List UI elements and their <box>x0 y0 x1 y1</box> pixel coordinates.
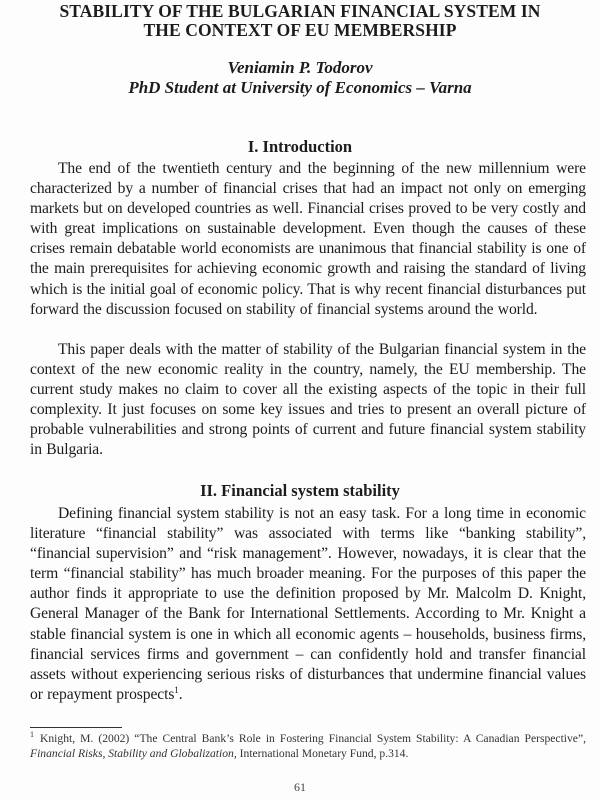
paper-title-line-2: THE CONTEXT OF EU MEMBERSHIP <box>143 20 457 40</box>
page-number: 61 <box>294 780 306 794</box>
section-heading-financial-system-stability: II. Financial system stability <box>200 481 400 500</box>
footnote-text-start: Knight, M. (2002) “The Central Bank’s Role in Fostering Financial System Stability: A Canadian Perspective”, <box>40 732 586 745</box>
section-heading-introduction: I. Introduction <box>247 137 353 156</box>
section-2-paragraph-1: Defining financial system stability is not an easy task. For a long time in economic literature “financial stability” was associated with terms like “banking stability”, “financial supervision” and “risk management”. However, nowadays, it is clear that the term “financial stability” has much broader meaning. For the purposes of this paper the author finds it appropriate to use the definition proposed by Mr. Malcolm D. Knight, General Manager of the Bank for International Settlements. According to Mr. Knight a stable financial system is one in which all economic agents – households, business firms, financial services firms and government – can confidently hold and transfer financial assets without experiencing serious risks of disturbances that undermine financial values or repayment prospects$^1$. <box>30 505 586 703</box>
footnote-mark: 1 <box>30 730 34 740</box>
paper-title-line-1: STABILITY OF THE BULGARIAN FINANCIAL SYSTEM IN <box>59 1 541 21</box>
intro-paragraph-2: This paper deals with the matter of stability of the Bulgarian financial system in the context of the new economic reality in the country, namely, the EU membership. The current study makes no claim to cover all the existing aspects of the topic in their full complexity. It just focuses on some key issues and tries to present an overall picture of probable vulnerabilities and strong points of current and future financial system stability in Bulgaria. <box>30 341 586 459</box>
footnote-text-end: International Monetary Fund, p.314. <box>239 747 409 760</box>
section-2-paragraph-1-text: Defining financial system stability is not an easy task. For a long time in economic literature “financial stability” was associated with terms like “banking stability”, “financial supervision” and “risk management”. However, nowadays, it is clear that the term “financial stability” has much broader meaning. For the purposes of this paper the author finds it appropriate to use the definition proposed by Mr. Malcolm D. Knight, General Manager of the Bank for International Settlements. According to Mr. Knight a stable financial system is one in which all economic agents – households, business firms, financial services firms and government – can confidently hold and transfer financial assets without experiencing serious risks of disturbances that undermine financial values or repayment prospects <box>30 505 586 703</box>
author-name: Veniamin P. Todorov <box>227 58 373 77</box>
footnote-1 <box>30 731 586 761</box>
author-block <box>20 58 580 98</box>
footnote-reference[interactable]: 1 <box>174 684 179 695</box>
intro-paragraph-1: The end of the twentieth century and the beginning of the new millennium were characterized by a number of financial crises that had an impact not only on emerging markets but on developed countries as well. Financial crises proved to be very costly and with great implications on sustainable development. Even though the causes of these crises remain debatable world economists are unanimous that financial stability is one of the main prerequisites for achieving economic growth and raising the standard of living which is the initial goal of economic policy. That is why recent financial disturbances put forward the discussion focused on stability of financial systems around the world. <box>30 160 586 318</box>
paper-title <box>20 2 580 40</box>
footnote-divider <box>30 727 122 728</box>
author-affiliation: PhD Student at University of Economics – Varna <box>128 78 472 97</box>
footnote-publication-title: Financial Risks, Stability and Globalization, <box>30 747 237 760</box>
